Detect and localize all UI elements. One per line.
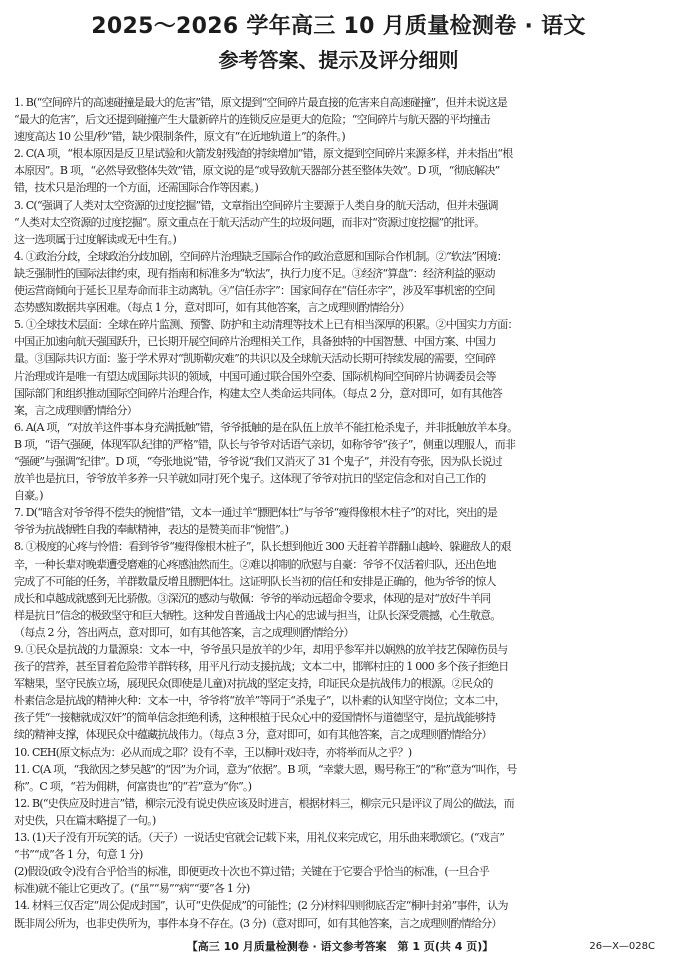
answer-line: 案，言之成理则酌情给分） (14, 403, 137, 417)
answer-item (14, 419, 664, 504)
answer-line: “最大的危害”，后文还提到碰撞产生大量新碎片的连锁反应是更大的危险；“空间碎片与航天器的平均撞击 (14, 113, 490, 127)
answer-line: 缺乏强制性的国际法律约束，现有指南和标准多为“软法”，执行力度不足。③经济“算盘”：经济利益的驱动 (14, 266, 495, 280)
answer-line: 7. D(“暗含对爷爷得不偿失的惋惜”错，文本一通过羊“膘肥体壮”与爷爷“瘦得像根木柱子”的对比，突出的是 (14, 506, 498, 520)
answer-line: 速度高达 10 公里/秒”错，缺少限制条件，原文有“在近地轨道上”的条件。) (14, 130, 345, 144)
answer-line: “强硬”与强调“纪律”。D 项，“夸张地说”错，爷爷说“我们又消灭了 31 个鬼子”，并没有夸张，因为队长说过 (14, 454, 503, 468)
answer-item (14, 641, 664, 744)
answer-line: 14. 材料三仅否定“周公促成封国”，认可“史佚促成”的可能性；(2 分)材料四则彻底否定“桐叶封弟”事件，认为 (14, 899, 508, 913)
page-footer (0, 939, 677, 955)
answer-line: (2)假设(政令)没有合乎恰当的标准，即便更改十次也不算过错；关键在于它要合乎恰当的标准，(一旦合乎 (14, 865, 489, 879)
answer-line: 对史佚，只在篇末略提了一句。) (14, 813, 156, 827)
answer-line: “人类对太空资源的过度挖掘”。原文重点在于航天活动产生的垃圾问题，而非对“资源过度挖掘”的批评。 (14, 215, 485, 229)
answer-line: 标准)就不能让它更改了。(“虽”“易”“病”“要”各 1 分) (14, 882, 250, 896)
answer-line: B 项，“语气强硬，体现军队纪律的严格”错，队长与爷爷对话语气亲切，如称爷爷“孩子”，侧重以理服人，而非 (14, 437, 516, 451)
answer-line: 称”。C 项，“若为佣耕，何富贵也”的“若”意为“你”。) (14, 779, 252, 793)
answer-line: （每点 2 分，答出两点，意对即可，如有其他答案，言之成理则酌情给分） (14, 625, 354, 639)
answers-body (14, 94, 664, 932)
page-title: 2025～2026 学年高三 10 月质量检测卷 · 语文 (91, 14, 586, 39)
answer-line: 朴素信念是抗战的精神火种：文本一中，爷爷将“放羊”等同于“杀鬼子”，以朴素的认知坚守岗位；文本二中， (14, 694, 505, 708)
answer-line: 成长和卓越成就感到无比骄傲。③深沉的感动与敬佩：爷爷的举动远超命令要求，体现的是对“放好牛羊同 (14, 591, 491, 605)
answer-line: 8. ①极度的心疼与怜惜：看到爷爷“瘦得像根木桩子”，队长想到他近 300 天赶着羊群翻山越岭、躲避敌人的艰 (14, 540, 511, 554)
answer-line: 错，技术只是治理的一个方面，还需国际合作等因素。) (14, 181, 259, 195)
answer-item (14, 744, 664, 761)
answer-item (14, 197, 664, 248)
answer-line: 13. (1)天子没有开玩笑的话。（天子）一说话史官就会记载下来，用礼仪来完成它，用乐曲来歌颂它。(“戏言” (14, 831, 505, 845)
answer-line: 本原因”。B 项，“必然导致整体失效”错，原文说的是“或导致航天器部分甚至整体失效”。D 项，“彻底解决” (14, 164, 500, 178)
answer-item (14, 897, 664, 931)
answer-item (14, 829, 664, 897)
answer-item (14, 504, 664, 538)
answer-item (14, 145, 664, 196)
answer-line: 样是抗日”信念的极致坚守和巨大牺牲。这种发自普通战士内心的忠诚与担当，让队长深受震撼，心生敬意。 (14, 608, 501, 622)
answer-line: “书”“成”各 1 分，句意 1 分) (14, 848, 143, 862)
answer-line: 续的精神支撑，体现民众中蕴藏抗战伟力。（每点 3 分，意对即可，如有其他答案，言之成理则酌情给分） (14, 728, 492, 742)
answer-line: 军糖果，坚守民族立场，展现民众(即使是儿童)对抗战的坚定支持，印证民众是抗战伟力的根源。②民众的 (14, 677, 493, 691)
answer-line: 孩子凭“一接糖就成汉奸”的简单信念拒绝利诱，这种根植于民众心中的爱国情怀与道德坚守，是抗战能够持 (14, 711, 496, 725)
answer-line: 孩子的营养，甚至冒着危险带羊群转移，用平凡行动支援抗战；文本二中，邯郸村庄的 1 000 多个孩子拒绝日 (14, 660, 509, 674)
answer-line: 10. CEH(原文标点为：必从而成之耶？设有不幸，王以桐叶戏妇寺，亦将举而从之乎？) (14, 745, 412, 759)
footer-doc-code: 26—X—028C (589, 941, 655, 952)
answer-line: 完成了不可能的任务，羊群数量反增且膘肥体壮。这证明队长当初的信任和安排是正确的，他为爷爷的惊人 (14, 574, 496, 588)
answer-item (14, 94, 664, 145)
answer-line: 12. B(“史佚应及时进言”错，柳宗元没有说史佚应该及时进言，根据材料三，柳宗元只是评议了周公的做法，而 (14, 796, 514, 810)
answer-line: 放羊也是抗日，爷爷放羊多养一只羊就如同打死个鬼子。这体现了爷爷对抗日的坚定信念和对自己工作的 (14, 472, 486, 486)
answer-line: 自豪。) (14, 489, 43, 503)
footer-page-info: 【高三 10 月质量检测卷 · 语文参考答案 第 1 页(共 4 页)】 (186, 940, 494, 953)
answer-line: 4. ①政治分歧，全球政治分歧加剧，空间碎片治理缺乏国际合作的政治意愿和国际合作机制。②“软法”困境： (14, 249, 507, 263)
page-subtitle: 参考答案、提示及评分细则 (218, 48, 459, 72)
answer-line: 国际部门和组织推动国际空间碎片治理合作，构建太空人类命运共同体。（每点 2 分，意对即可，如有其他答 (14, 386, 502, 400)
answer-line: 使运营商倾向于延长卫星寿命而非主动离轨。④“信任赤字”：国家间存在“信任赤字”，涉及军事机密的空间 (14, 284, 495, 298)
answer-line: 态势感知数据共享困难。（每点 1 分，意对即可，如有其他答案，言之成理则酌情给分） (14, 301, 410, 315)
answer-line: 6. A(A 项，“对放羊这件事本身充满抵触”错，爷爷抵触的是在队伍上放羊不能扛枪杀鬼子，并非抵触放羊本身。 (14, 420, 518, 434)
answer-item (14, 795, 664, 829)
answer-item (14, 248, 664, 316)
answer-line: 9. ①民众是抗战的力量源泉：文本一中，爷爷虽只是放羊的少年，却用乎参军并以娴熟的放羊技艺保障伤员与 (14, 643, 508, 656)
answer-line: 5. ①全球技术层面：全球在碎片监测、预警、防护和主动清理等技术上已有相当深厚的积累。②中国实力方面： (14, 318, 518, 332)
answer-line: 11. C(A 项，“我欲因之梦吴越”的“因”为介词，意为“依据”。B 项，“幸蒙大恩，赐号称王”的“称”意为“叫作，号 (14, 762, 517, 776)
answer-line: 这一选项属于过度解读或无中生有。) (14, 232, 177, 246)
answer-line: 3. C(“强调了人类对太空资源的过度挖掘”错，文章指出空间碎片主要源于人类自身的航天活动，但并未强调 (14, 198, 498, 212)
answer-line: 1. B(“空间碎片的高速碰撞是最大的危害”错，原文提到“空间碎片最直接的危害来自高速碰撞”，但并未说这是 (14, 96, 508, 109)
answer-line: 2. C(A 项，“根本原因是反卫星试验和火箭发射残渣的持续增加”错，原文提到空间碎片来源多样，并未指出“根 (14, 147, 513, 161)
answer-line: 中国正加速向航天强国跃升，已长期开展空间碎片治理相关工作，具备独特的中国智慧、中国方案、中国力 (14, 335, 496, 349)
answer-item (14, 316, 664, 419)
answer-line: 既非周公所为，也非史佚所为，事件本身不存在。(3 分)（意对即可，如有其他答案，言之成理则酌情给分） (14, 916, 502, 930)
answer-line: 爷爷为抗战牺牲自我的奉献精神，表达的是赞美而非“惋惜”。) (14, 523, 289, 537)
answer-line: 辛，一种长辈对晚辈遭受磨难的心疼感油然而生。②难以抑制的欣慰与自豪：爷爷不仅活着归队，还出色地 (14, 557, 496, 571)
answer-item (14, 761, 664, 795)
answer-line: 量。③国际共识方面：鉴于学术界对“凯斯勒灾难”的共识以及全球航天活动长期可持续发展的需要，空间碎 (14, 352, 496, 366)
answer-line: 片治理或许是唯一有望达成国际共识的领域，中国可通过联合国外空委、国际机构间空间碎片协调委员会等 (14, 369, 496, 383)
answer-item (14, 538, 664, 641)
